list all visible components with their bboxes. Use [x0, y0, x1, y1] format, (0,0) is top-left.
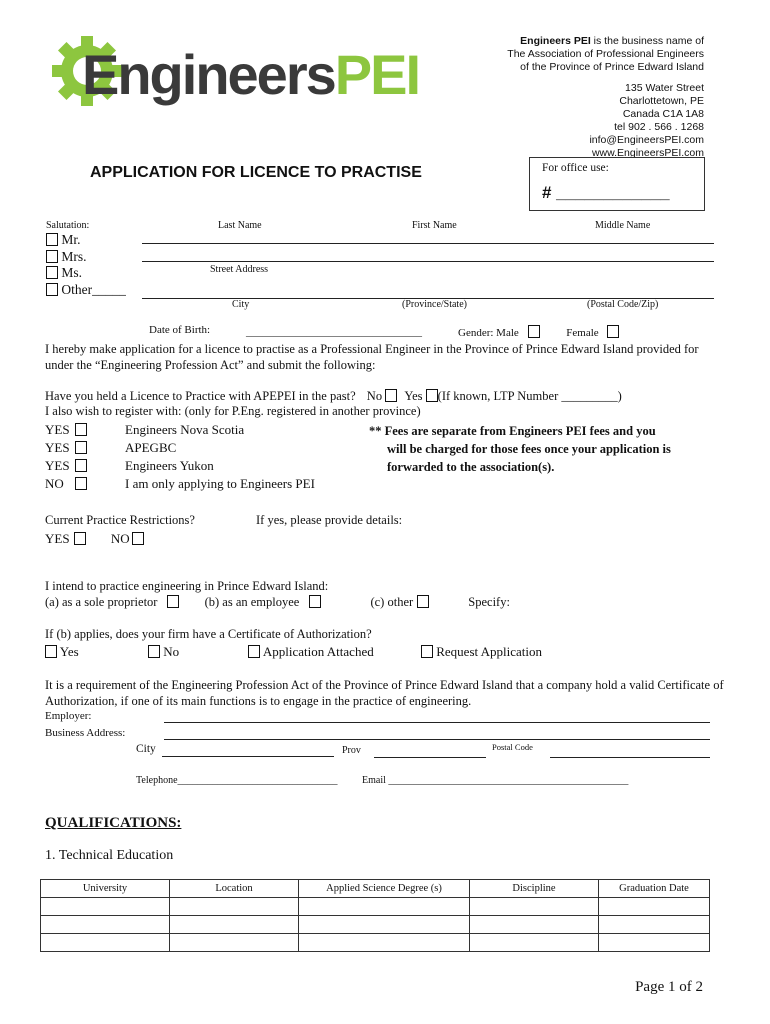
name-line[interactable]	[142, 243, 714, 244]
application-statement: I hereby make application for a licence to practise as a Professional Engineer in the Province of Prince Edward Island provided for under the “Engineering Profession Act” and submit the following:	[45, 342, 699, 372]
salutation-label: Salutation:	[46, 220, 90, 231]
col-degree: Applied Science Degree (s)	[299, 880, 470, 898]
address-city: Charlottetown, PE	[619, 95, 704, 107]
employee-checkbox[interactable]	[309, 595, 321, 608]
salutation-mrs[interactable]: Mrs.	[46, 249, 126, 266]
business-address-line[interactable]	[164, 739, 710, 740]
street-address-label: Street Address	[210, 264, 269, 275]
register-nova-scotia-checkbox[interactable]	[75, 423, 87, 436]
male-checkbox[interactable]	[528, 325, 540, 338]
col-university: University	[41, 880, 170, 898]
street-line-1[interactable]	[142, 261, 714, 262]
employer-prov-label: Prov	[342, 745, 361, 756]
dob-label: Date of Birth:	[149, 324, 211, 336]
table-row[interactable]	[41, 916, 710, 934]
logo	[52, 34, 420, 114]
page-number: Page 1 of 2	[635, 979, 703, 995]
org-line3: of the Province of Prince Edward Island	[520, 61, 704, 73]
restrictions-answers: YES NO	[45, 531, 144, 547]
employer-label: Employer:	[45, 710, 92, 722]
province-label: (Province/State)	[402, 299, 467, 310]
sole-proprietor-checkbox[interactable]	[167, 595, 179, 608]
practice-options: (a) as a sole proprietor (b) as an employee (c) other Specify:	[45, 595, 510, 609]
salutation-mr[interactable]: Mr.	[46, 232, 126, 249]
col-graduation-date: Graduation Date	[599, 880, 710, 898]
other-checkbox[interactable]	[417, 595, 429, 608]
org-info: Engineers PEI is the business name of The Association of Professional Engineers of the Province of Prince Edward Island 135 Water Street Charlottetown, PE Canada C1A 1A8 tel 902 . 566 . 1268 info@EngineersPEI.com www.EngineersPEI.com	[507, 35, 704, 159]
restrictions-details: If yes, please provide details:	[256, 513, 403, 527]
office-use-box	[529, 157, 705, 211]
register-apegbc-checkbox[interactable]	[75, 441, 87, 454]
phone: tel 902 . 566 . 1268	[614, 121, 704, 133]
logo-text-engineers: Engineers	[82, 43, 335, 106]
col-discipline: Discipline	[470, 880, 599, 898]
org-name: Engineers PEI	[520, 35, 591, 47]
postal-label: (Postal Code/Zip)	[587, 299, 659, 310]
email-link[interactable]: info@EngineersPEI.com	[589, 134, 704, 146]
female-label: Female	[566, 327, 599, 339]
office-use-label: For office use:	[542, 162, 609, 174]
last-name-label: Last Name	[218, 220, 262, 231]
table-row[interactable]	[41, 934, 710, 952]
female-checkbox[interactable]	[607, 325, 619, 338]
register-intro: I also wish to register with: (only for P.Eng. registered in another province)	[45, 404, 421, 418]
restrictions-yes-checkbox[interactable]	[74, 532, 86, 545]
register-row[interactable]: YES Engineers Nova Scotia	[45, 422, 245, 437]
org-line2: The Association of Professional Engineers	[507, 48, 704, 60]
gender-label: Gender: Male	[458, 327, 519, 339]
gender-row	[458, 325, 619, 339]
register-row[interactable]: YES Engineers Yukon	[45, 458, 214, 473]
restrictions-no-checkbox[interactable]	[132, 532, 144, 545]
dob-field[interactable]: ________________________________	[246, 326, 422, 338]
address-postal: Canada C1A 1A8	[622, 108, 704, 120]
salutation-mrs-checkbox[interactable]	[46, 250, 58, 263]
technical-education-heading: 1. Technical Education	[45, 848, 174, 863]
employer-prov-line[interactable]	[374, 757, 486, 758]
register-options	[45, 421, 315, 493]
certificate-no-checkbox[interactable]	[148, 645, 160, 658]
prior-no-checkbox[interactable]	[385, 389, 397, 402]
salutation-options	[46, 232, 126, 298]
first-name-label: First Name	[412, 220, 457, 231]
salutation-ms-checkbox[interactable]	[46, 266, 58, 279]
certificate-options: Yes No Application Attached Request Application	[45, 644, 542, 660]
request-application-checkbox[interactable]	[421, 645, 433, 658]
employer-telephone-field[interactable]: Telephone________________________________	[136, 775, 338, 786]
website-link[interactable]: www.EngineersPEI.com	[591, 147, 704, 159]
register-pei-only-checkbox[interactable]	[75, 477, 87, 490]
salutation-mr-checkbox[interactable]	[46, 233, 58, 246]
prior-yes-checkbox[interactable]	[426, 389, 438, 402]
prior-licence-row: Have you held a Licence to Practice with APEPEI in the past? No Yes (If known, LTP Number _________)	[45, 389, 622, 403]
restrictions-question: Current Practice Restrictions?	[45, 513, 195, 527]
employer-city-label: City	[136, 743, 156, 755]
ltp-number[interactable]: (If known, LTP Number _________)	[437, 389, 622, 403]
certificate-question: If (b) applies, does your firm have a Certificate of Authorization?	[45, 627, 372, 641]
address-street: 135 Water Street	[625, 82, 704, 94]
table-header-row	[41, 880, 710, 898]
business-address-label: Business Address:	[45, 727, 126, 739]
employer-postal-label: Postal Code	[492, 742, 533, 752]
employer-postal-line[interactable]	[550, 757, 710, 758]
office-use-number[interactable]: # ____________	[542, 183, 670, 202]
salutation-other[interactable]: Other_____	[46, 282, 126, 299]
logo-text-pei: PEI	[334, 43, 420, 106]
middle-name-label: Middle Name	[595, 220, 651, 231]
prior-licence-question: Have you held a Licence to Practice with APEPEI in the past?	[45, 389, 356, 403]
certificate-yes-checkbox[interactable]	[45, 645, 57, 658]
col-location: Location	[170, 880, 299, 898]
requirement-text: It is a requirement of the Engineering Profession Act of the Province of Prince Edward Island that a company hold a valid Certificate of Authorization, if one of its main functions is to engage in the practice of engineering.	[45, 678, 724, 708]
employer-line[interactable]	[164, 722, 710, 723]
city-label: City	[232, 299, 250, 310]
table-row[interactable]	[41, 898, 710, 916]
register-row[interactable]: YES APEGBC	[45, 440, 177, 455]
salutation-ms[interactable]: Ms.	[46, 265, 126, 282]
employer-email-field[interactable]: Email ________________________________________________	[362, 775, 629, 786]
fees-note: ** Fees are separate from Engineers PEI fees and you will be charged for those fees once your application is forwarded to the association(s).	[369, 424, 671, 474]
register-yukon-checkbox[interactable]	[75, 459, 87, 472]
practice-intro: I intend to practice engineering in Prince Edward Island:	[45, 579, 329, 593]
register-row[interactable]: NO I am only applying to Engineers PEI	[45, 476, 315, 491]
salutation-other-checkbox[interactable]	[46, 283, 58, 296]
education-table	[40, 879, 710, 952]
qualifications-heading: QUALIFICATIONS:	[45, 815, 182, 831]
application-attached-checkbox[interactable]	[248, 645, 260, 658]
employer-city-line[interactable]	[162, 756, 334, 757]
page-title: APPLICATION FOR LICENCE TO PRACTISE	[90, 164, 422, 181]
